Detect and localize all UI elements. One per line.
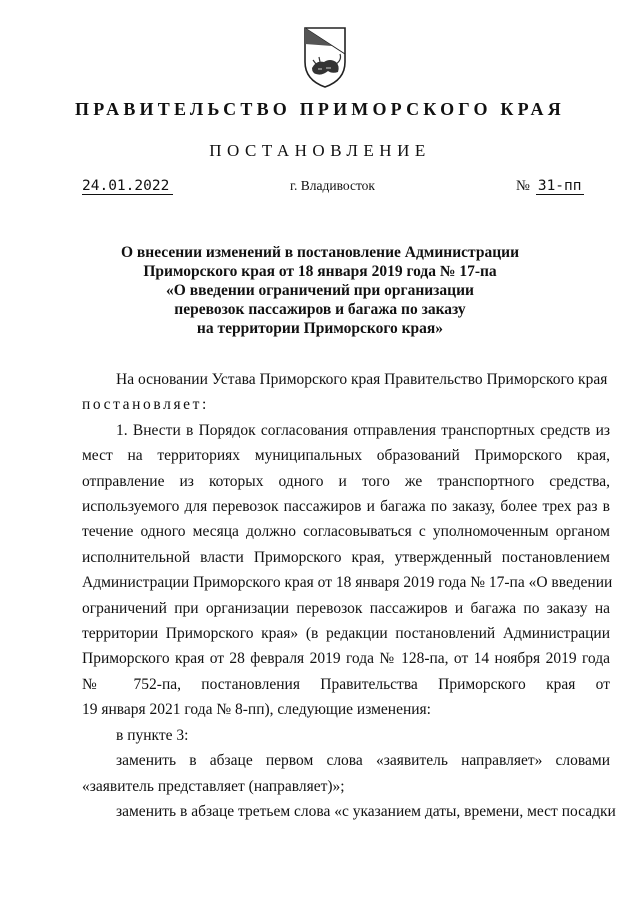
text-line: в пункте 3: xyxy=(116,726,189,744)
change-2-paragraph xyxy=(82,799,616,824)
change-1-paragraph xyxy=(82,748,610,799)
document-city: г. Владивосток xyxy=(290,178,375,193)
heading-line: «О введении ограничений при организации xyxy=(166,282,474,299)
heading-line: перевозок пассажиров и багажа по заказу xyxy=(174,301,466,318)
sub-item-paragraph xyxy=(82,723,610,748)
text-line: 19 января 2021 года № 8-пп), следующие изменения: xyxy=(82,701,431,719)
text-line: постановляет: xyxy=(82,396,209,414)
number-value: 31-пп xyxy=(537,178,582,194)
text-line: Администрации Приморского края от 18 января 2019 года № 17-па «О введении xyxy=(82,574,613,592)
text-line: отправление из которых одного и того же транспортного средства, xyxy=(82,472,610,490)
item-1-paragraph xyxy=(82,418,613,723)
text-line: № 752-па, постановления Правительства Приморского края от xyxy=(82,675,610,693)
document-body xyxy=(82,367,616,824)
text-line: исполнительной власти Приморского края, утвержденный постановлением xyxy=(82,548,610,566)
text-line: течение одного месяца должно согласовываться с уполномоченным органом xyxy=(82,523,610,541)
heading-line: О внесении изменений в постановление Администрации xyxy=(120,244,519,261)
government-title: ПРАВИТЕЛЬСТВО ПРИМОРСКОГО КРАЯ xyxy=(75,99,565,119)
text-line: На основании Устава Приморского края Правительство Приморского края xyxy=(116,371,608,388)
text-line: Приморского края от 28 февраля 2019 года № 128-па, от 14 ноября 2019 года xyxy=(82,650,610,668)
number-sign: № xyxy=(516,178,530,194)
preamble-paragraph xyxy=(82,367,610,418)
document-heading xyxy=(80,243,560,338)
text-line: мест на территориях муниципальных образований Приморского края, xyxy=(82,447,610,465)
text-line: заменить в абзаце первом слова «заявитель направляет» словами xyxy=(116,752,610,770)
text-line: заменить в абзаце третьем слова «с указанием даты, времени, мест посадки xyxy=(116,802,616,820)
heading-line: Приморского края от 18 января 2019 года № 17-па xyxy=(143,263,497,280)
document-type: ПОСТАНОВЛЕНИЕ xyxy=(209,141,431,160)
text-line: территории Приморского края» (в редакции постановлений Администрации xyxy=(82,625,610,643)
document-number xyxy=(516,178,584,194)
text-line: «заявитель представляет (направляет)»; xyxy=(82,777,345,795)
heading-line: на территории Приморского края» xyxy=(196,320,444,337)
text-line: используемого для перевозок пассажиров и багажа по заказу, более трех раз в xyxy=(82,498,610,516)
text-line: ограничений при организации перевозок пассажиров и багажа по заказу на xyxy=(82,599,610,617)
coat-of-arms-emblem xyxy=(302,24,348,90)
document-date: 24.01.2022 xyxy=(82,178,173,195)
text-line: 1. Внести в Порядок согласования отправления транспортных средств из xyxy=(116,421,610,439)
